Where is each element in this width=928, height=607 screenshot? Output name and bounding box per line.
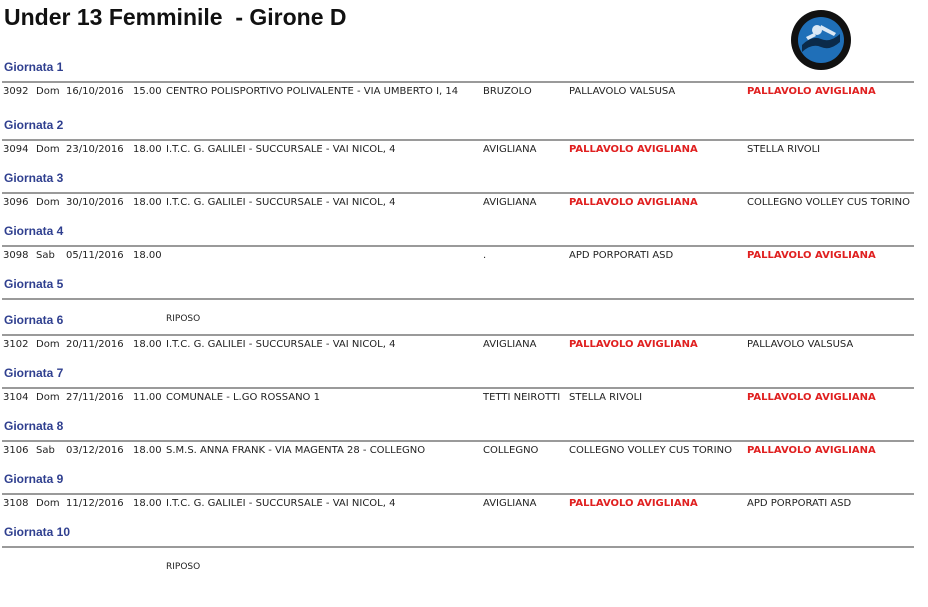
section-divider — [2, 245, 914, 247]
match-row — [0, 498, 928, 512]
match-row — [0, 197, 928, 211]
section-divider — [2, 440, 914, 442]
home-team: PALLAVOLO AVIGLIANA — [569, 498, 698, 509]
match-date: 23/10/2016 — [66, 144, 124, 155]
match-row — [0, 339, 928, 353]
giornata-heading: Giornata 2 — [4, 118, 64, 132]
match-venue: I.T.C. G. GALILEI - SUCCURSALE - VAI NICOL, 4 — [166, 498, 396, 509]
home-team: COLLEGNO VOLLEY CUS TORINO — [569, 445, 732, 456]
match-time: 18.00 — [133, 197, 162, 208]
match-city: AVIGLIANA — [483, 144, 537, 155]
match-number: 3104 — [3, 392, 29, 403]
home-team: PALLAVOLO AVIGLIANA — [569, 144, 698, 155]
section-divider — [2, 192, 914, 194]
match-day: Dom — [36, 498, 60, 509]
match-city: BRUZOLO — [483, 86, 532, 97]
giornata-heading: Giornata 7 — [4, 366, 64, 380]
match-time: 18.00 — [133, 250, 162, 261]
match-row — [0, 392, 928, 406]
match-time: 18.00 — [133, 144, 162, 155]
section-divider — [2, 298, 914, 300]
match-venue: S.M.S. ANNA FRANK - VIA MAGENTA 28 - COLLEGNO — [166, 445, 426, 456]
match-time: 18.00 — [133, 339, 162, 350]
match-number: 3106 — [3, 445, 29, 456]
away-team: PALLAVOLO AVIGLIANA — [747, 86, 876, 97]
match-time: 18.00 — [133, 498, 162, 509]
away-team: PALLAVOLO AVIGLIANA — [747, 445, 876, 456]
club-logo-icon — [790, 9, 852, 71]
match-number: 3108 — [3, 498, 29, 509]
riposo-label: RIPOSO — [166, 562, 201, 572]
match-date: 27/11/2016 — [66, 392, 124, 403]
match-number: 3102 — [3, 339, 29, 350]
away-team: STELLA RIVOLI — [747, 144, 821, 155]
match-date: 11/12/2016 — [66, 498, 124, 509]
match-day: Sab — [36, 445, 55, 456]
match-venue: I.T.C. G. GALILEI - SUCCURSALE - VAI NICOL, 4 — [166, 144, 396, 155]
page-title: Under 13 Femminile - Girone D — [4, 4, 347, 30]
match-day: Dom — [36, 392, 60, 403]
match-date: 30/10/2016 — [66, 197, 124, 208]
match-row — [0, 86, 928, 100]
match-day: Dom — [36, 86, 60, 97]
match-day: Dom — [36, 144, 60, 155]
section-divider — [2, 139, 914, 141]
section-divider — [2, 387, 914, 389]
match-city: AVIGLIANA — [483, 498, 537, 509]
section-divider — [2, 81, 914, 83]
giornata-heading: Giornata 6 — [4, 313, 64, 327]
match-number: 3094 — [3, 144, 29, 155]
giornata-heading: Giornata 8 — [4, 419, 64, 433]
match-number: 3098 — [3, 250, 29, 261]
match-number: 3092 — [3, 86, 29, 97]
riposo-label: RIPOSO — [166, 314, 201, 324]
match-city: AVIGLIANA — [483, 339, 537, 350]
match-venue: COMUNALE - L.GO ROSSANO 1 — [166, 392, 320, 403]
match-time: 11.00 — [133, 392, 162, 403]
giornata-heading: Giornata 4 — [4, 224, 64, 238]
match-venue: CENTRO POLISPORTIVO POLIVALENTE - VIA UMBERTO I, 14 — [166, 86, 459, 97]
section-divider — [2, 546, 914, 548]
home-team: STELLA RIVOLI — [569, 392, 643, 403]
match-time: 15.00 — [133, 86, 162, 97]
match-time: 18.00 — [133, 445, 162, 456]
giornata-heading: Giornata 5 — [4, 277, 64, 291]
match-city: COLLEGNO — [483, 445, 539, 456]
match-date: 05/11/2016 — [66, 250, 124, 261]
away-team: PALLAVOLO AVIGLIANA — [747, 392, 876, 403]
match-city: . — [483, 250, 487, 261]
home-team: PALLAVOLO AVIGLIANA — [569, 197, 698, 208]
match-city: TETTI NEIROTTI — [483, 392, 561, 403]
match-date: 20/11/2016 — [66, 339, 124, 350]
giornata-heading: Giornata 10 — [4, 525, 71, 539]
match-day: Dom — [36, 197, 60, 208]
giornata-heading: Giornata 3 — [4, 171, 64, 185]
home-team: PALLAVOLO AVIGLIANA — [569, 339, 698, 350]
match-date: 16/10/2016 — [66, 86, 124, 97]
match-venue: I.T.C. G. GALILEI - SUCCURSALE - VAI NICOL, 4 — [166, 197, 396, 208]
match-row — [0, 445, 928, 459]
match-day: Sab — [36, 250, 55, 261]
away-team: PALLAVOLO AVIGLIANA — [747, 250, 876, 261]
match-row — [0, 144, 928, 158]
section-divider — [2, 493, 914, 495]
away-team: PALLAVOLO VALSUSA — [747, 339, 854, 350]
match-venue: I.T.C. G. GALILEI - SUCCURSALE - VAI NICOL, 4 — [166, 339, 396, 350]
giornata-heading: Giornata 1 — [4, 60, 64, 74]
home-team: PALLAVOLO VALSUSA — [569, 86, 676, 97]
away-team: APD PORPORATI ASD — [747, 498, 852, 509]
giornata-heading: Giornata 9 — [4, 472, 64, 486]
match-date: 03/12/2016 — [66, 445, 124, 456]
match-row — [0, 250, 928, 264]
match-city: AVIGLIANA — [483, 197, 537, 208]
match-number: 3096 — [3, 197, 29, 208]
away-team: COLLEGNO VOLLEY CUS TORINO — [747, 197, 910, 208]
match-day: Dom — [36, 339, 60, 350]
section-divider — [2, 334, 914, 336]
home-team: APD PORPORATI ASD — [569, 250, 674, 261]
